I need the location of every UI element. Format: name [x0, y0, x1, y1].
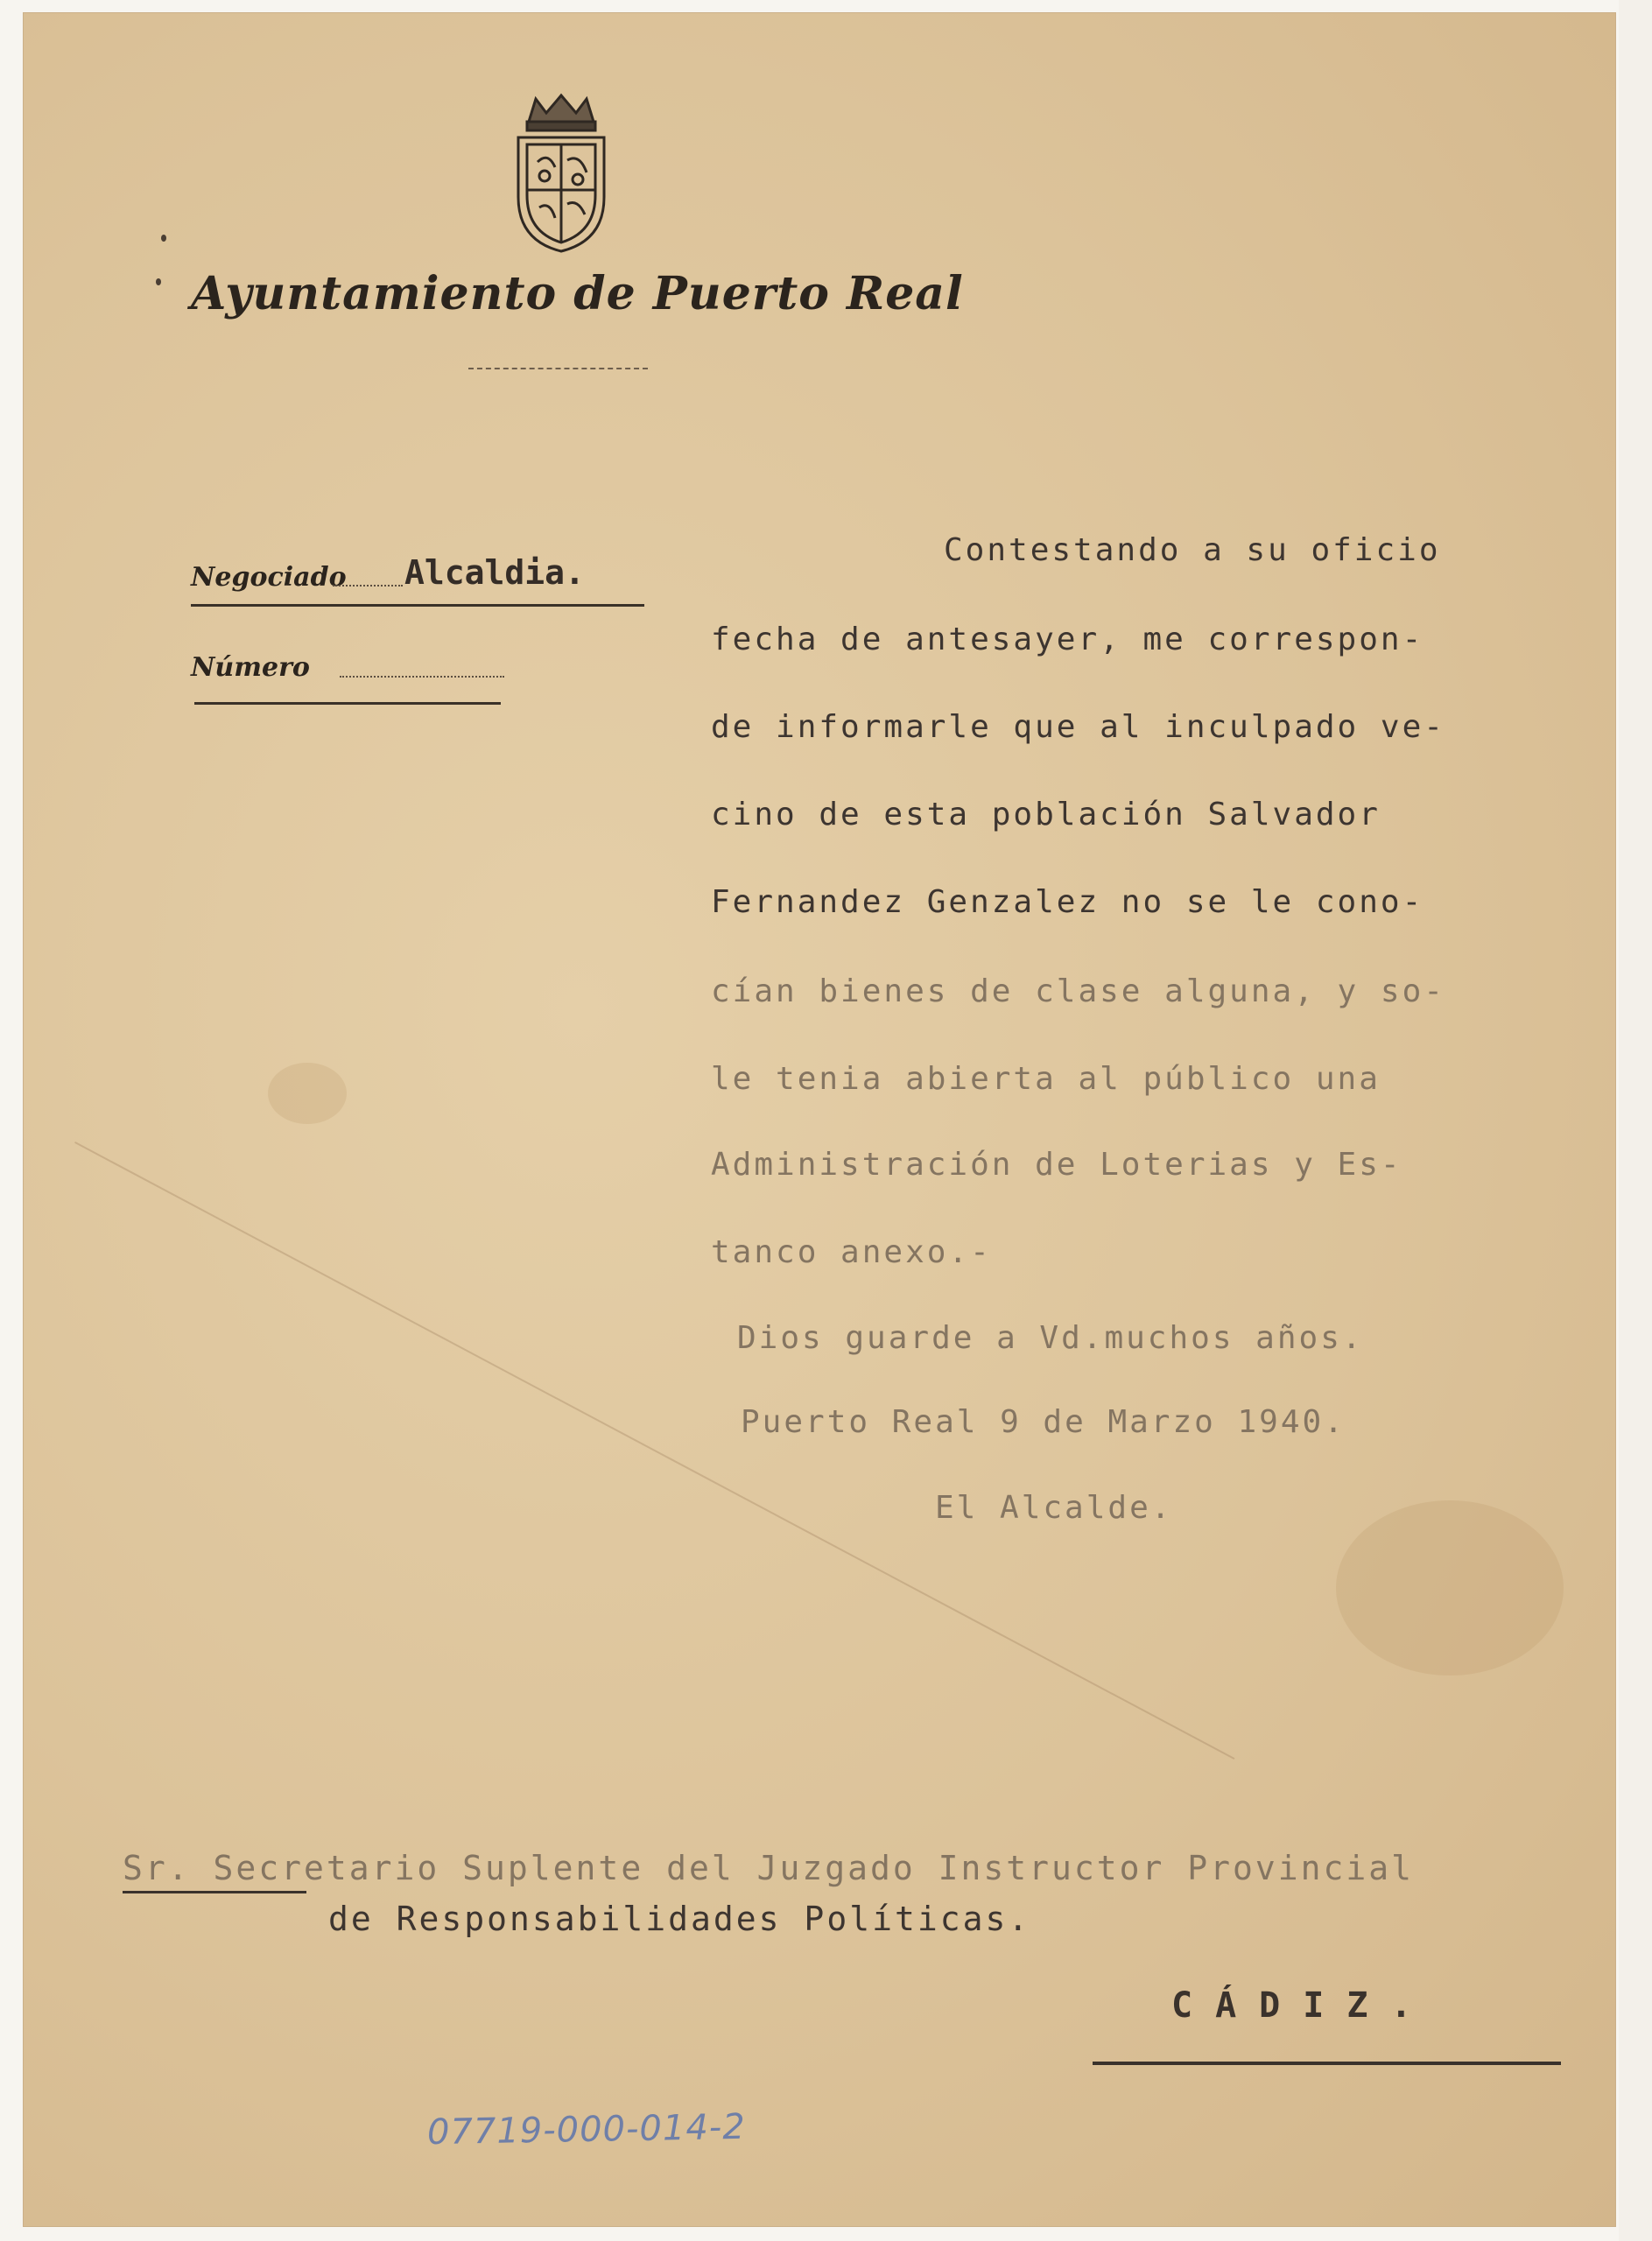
paper-fold-crease [74, 1142, 1234, 1760]
negociado-value: Alcaldia. [404, 553, 585, 592]
place-and-date: Puerto Real 9 de Marzo 1940. [741, 1404, 1346, 1440]
body-line: Administración de Loterias y Es- [711, 1147, 1402, 1183]
letterhead-title: Ayuntamiento de Puerto Real [191, 267, 964, 320]
signatory: El Alcalde. [935, 1490, 1173, 1526]
body-line: cían bienes de clase alguna, y so- [711, 973, 1445, 1009]
body-line: cino de esta población Salvador [711, 797, 1381, 832]
negociado-dotted-line [333, 585, 403, 587]
letterhead-rule [468, 368, 648, 369]
body-line: Fernandez Genzalez no se le cono- [711, 884, 1424, 920]
paper-stain [268, 1063, 347, 1124]
numero-label: Número [191, 652, 310, 683]
scan-right-margin [1619, 0, 1652, 2241]
city-underline [1093, 2062, 1561, 2065]
body-line: fecha de antesayer, me correspon- [711, 622, 1424, 657]
addressee-underline [123, 1891, 306, 1893]
body-line: le tenia abierta al público una [711, 1061, 1381, 1097]
negociado-label: Negociado [191, 562, 347, 593]
body-line: Contestando a su oficio [944, 532, 1441, 568]
addressee-line-2: de Responsabilidades Políticas. [328, 1900, 1031, 1938]
body-line: tanco anexo.- [711, 1234, 992, 1270]
paper-stain [1336, 1500, 1564, 1675]
body-line: de informarle que al inculpado ve- [711, 709, 1445, 745]
archive-reference-number: 07719-000-014-2 [426, 2106, 747, 2153]
negociado-underline [191, 604, 644, 607]
closing-salutation: Dios guarde a Vd.muchos años. [737, 1320, 1364, 1356]
ink-speck [161, 235, 166, 242]
numero-underline [194, 702, 501, 705]
addressee-city: CÁDIZ. [1171, 1985, 1435, 2026]
paper-sheet [23, 12, 1616, 2227]
numero-dotted-line [340, 676, 504, 678]
addressee-line-1: Sr. Secretario Suplente del Juzgado Instructor Provincial [123, 1849, 1415, 1887]
ink-speck [156, 278, 161, 285]
coat-of-arms-emblem [510, 92, 613, 255]
